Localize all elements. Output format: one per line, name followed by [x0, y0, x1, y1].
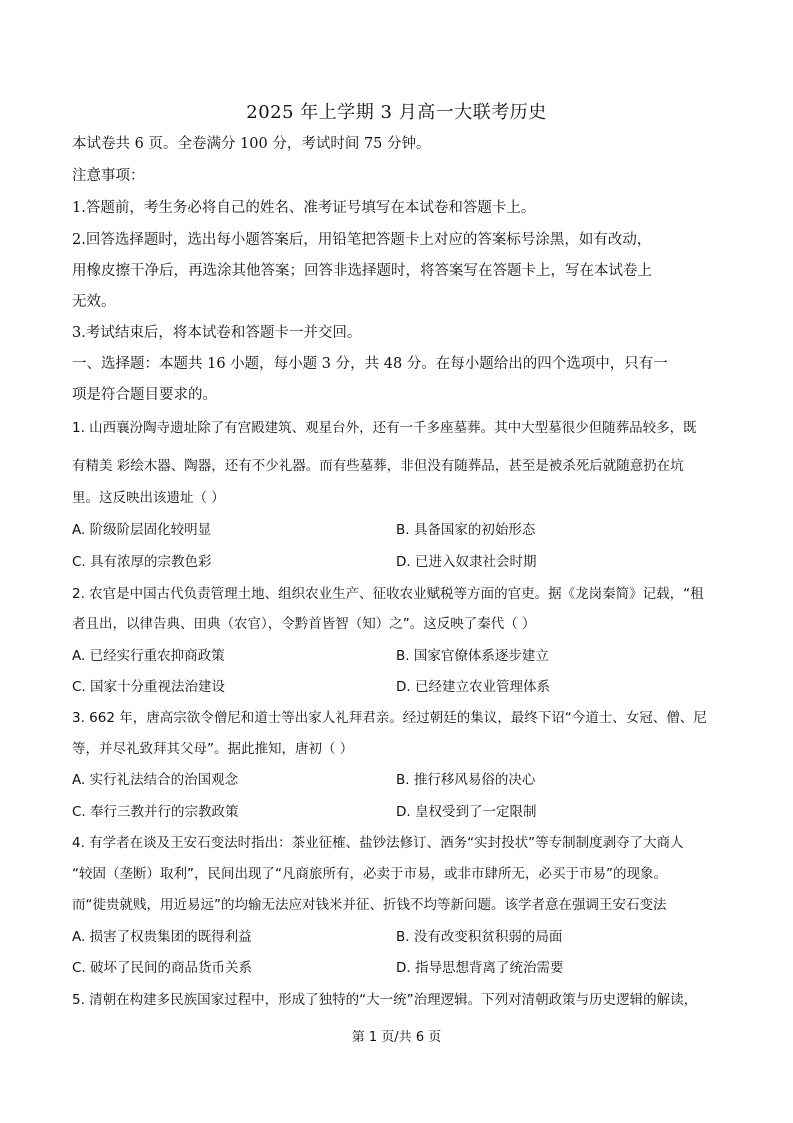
question-3-option-c: C. 奉行三教并行的宗教政策	[72, 804, 239, 820]
question-3-option-b: B. 推行移风易俗的决心	[396, 772, 536, 788]
question-4-line-3: 而“徙贵就贱，用近易远”的均输无法应对钱米并征、折钱不均等新问题。该学者意在强调王安石变法	[72, 897, 667, 913]
question-2-option-c: C. 国家十分重视法治建设	[72, 679, 226, 695]
question-2-option-b: B. 国家官僚体系逐步建立	[396, 648, 549, 664]
exam-title: 2025 年上学期 3 月高一大联考历史	[246, 102, 547, 123]
question-2-line-1: 2. 农官是中国古代负责管理土地、组织农业生产、征收农业赋税等方面的官吏。据《龙岗秦简》记载，“租	[72, 586, 704, 602]
question-4-option-c: C. 破坏了民间的商品货币关系	[72, 960, 253, 976]
question-2-option-d: D. 已经建立农业管理体系	[396, 679, 550, 695]
note-2-line-3: 无效。	[72, 294, 116, 310]
question-2-option-a: A. 已经实行重农抑商政策	[72, 648, 225, 664]
section-heading-line-1: 一、选择题：本题共 16 小题，每小题 3 分，共 48 分。在每小题给出的四个选项中，只有一	[72, 356, 668, 372]
note-2-line-1: 2.回答选择题时，选出每小题答案后，用铅笔把答题卡上对应的答案标号涂黑，如有改动，	[72, 232, 652, 248]
page-footer: 第 1 页/共 6 页	[351, 1030, 442, 1045]
question-3-option-d: D. 皇权受到了一定限制	[396, 804, 537, 820]
note-1: 1.答题前，考生务必将自己的姓名、准考证号填写在本试卷和答题卡上。	[72, 200, 536, 216]
question-1-option-c: C. 具有浓厚的宗教色彩	[72, 554, 212, 570]
question-1-line-2: 有精美 彩绘木器、陶器，还有不少礼器。而有些墓葬，非但没有随葬品，甚至是被杀死后就随意扔在坑	[72, 458, 684, 474]
intro-pages-info: 本试卷共 6 页。全卷满分 100 分，考试时间 75 分钟。	[72, 136, 431, 152]
section-heading-line-2: 项是符合题目要求的。	[72, 387, 217, 403]
question-3-line-2: 等，并尽礼致拜其父母”。据此推知，唐初（ ）	[72, 741, 354, 757]
note-2-line-2: 用橡皮擦干净后，再选涂其他答案；回答非选择题时，将答案写在答题卡上，写在本试卷上	[72, 263, 652, 279]
question-1-option-a: A. 阶级阶层固化较明显	[72, 522, 212, 538]
question-3-option-a: A. 实行礼法结合的治国观念	[72, 772, 239, 788]
question-1-line-1: 1. 山西襄汾陶寺遗址除了有宫殿建筑、观星台外，还有一千多座墓葬。其中大型墓很少但随葬品较多，既	[72, 420, 697, 436]
note-3: 3.考试结束后，将本试卷和答题卡一并交回。	[72, 325, 362, 341]
question-1-option-d: D. 已进入奴隶社会时期	[396, 554, 537, 570]
question-4-option-a: A. 损害了权贵集团的既得利益	[72, 929, 252, 945]
notes-header: 注意事项：	[72, 168, 145, 184]
question-4-line-1: 4. 有学者在谈及王安石变法时指出：茶业征榷、盐钞法修订、酒务“实封投状”等专制制度剥夺了大商人	[72, 835, 684, 851]
question-2-line-2: 者且出，以律告典、田典（农官），令黔首皆智（知）之”。这反映了秦代（ ）	[72, 616, 536, 632]
question-3-line-1: 3. 662 年，唐高宗欲令僧尼和道士等出家人礼拜君亲。经过朝廷的集议，最终下诏“今道士、女冠、僧、尼	[72, 710, 707, 726]
question-4-option-b: B. 没有改变积贫积弱的局面	[396, 929, 563, 945]
question-5-line-1: 5. 清朝在构建多民族国家过程中，形成了独特的“大一统”治理逻辑。下列对清朝政策与历史逻辑的解读，	[72, 992, 698, 1008]
question-1-option-b: B. 具备国家的初始形态	[396, 522, 536, 538]
question-4-option-d: D. 指导思想背离了统治需要	[396, 960, 564, 976]
question-1-line-3: 里。这反映出该遗址（ ）	[72, 490, 225, 506]
question-4-line-2: “较固（垄断）取利”，民间出现了“凡商旅所有，必卖于市易，或非市肆所无，必买于市易”的现象。	[72, 866, 667, 882]
